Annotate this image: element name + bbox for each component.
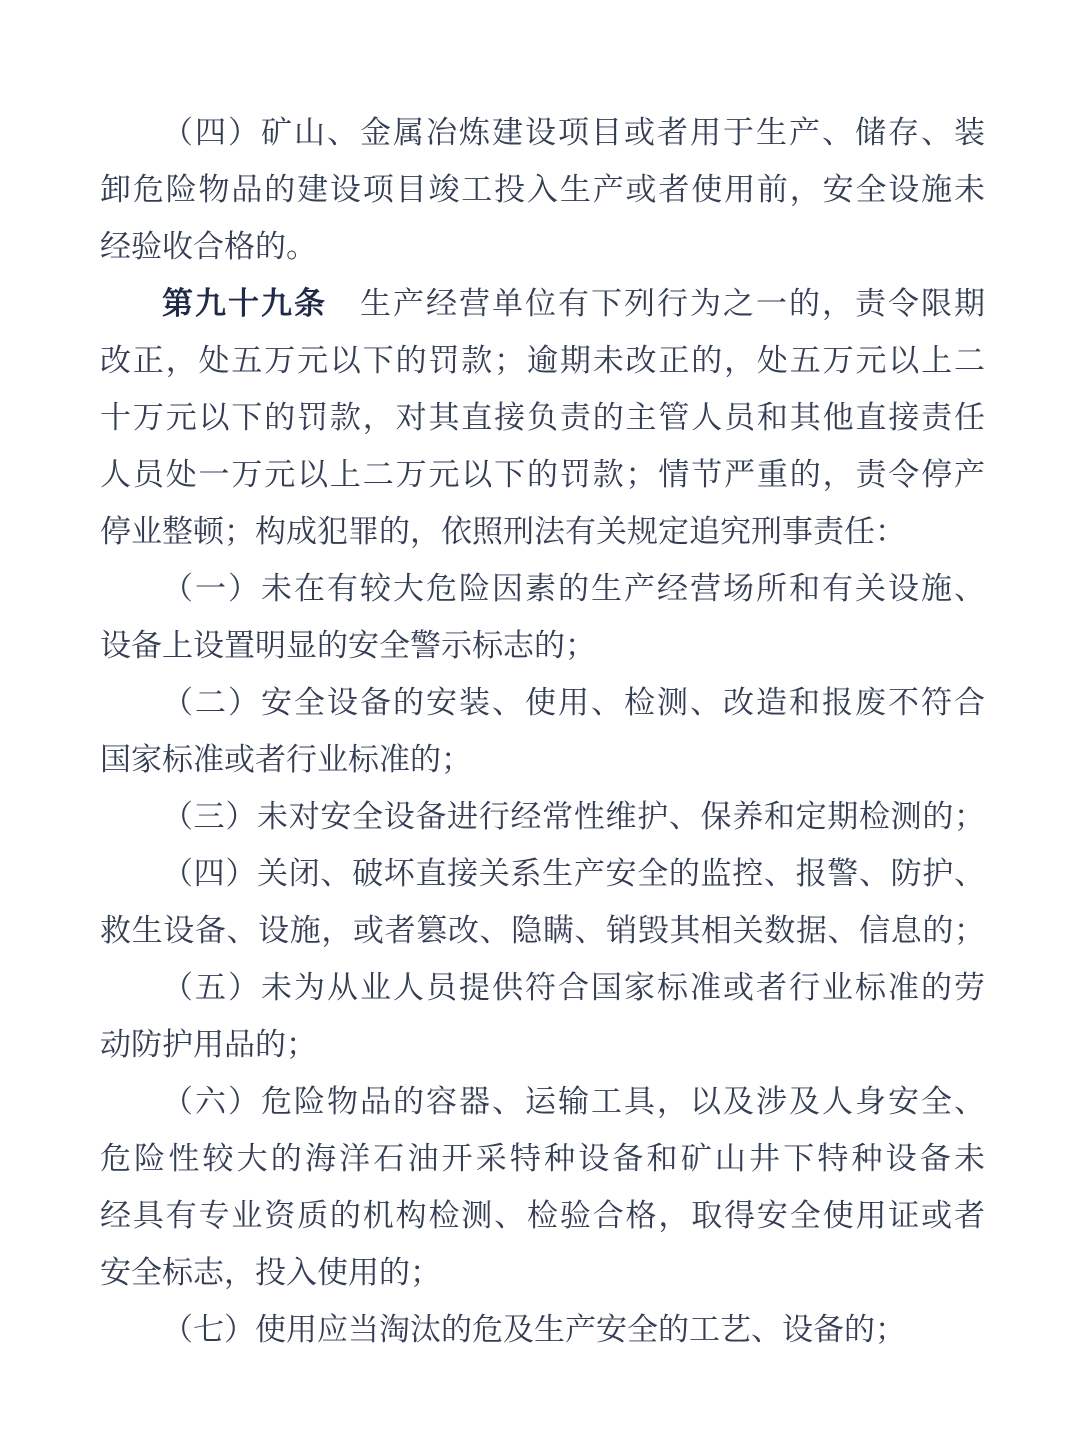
text-line [100,1187,985,1244]
text-run: 人员处一万元以上二万元以下的罚款；情节严重的，责令停产 [100,457,985,492]
text-run: （四）关闭、破坏直接关系生产安全的监控、报警、防护、 [162,856,985,891]
text-run: （六）危险物品的容器、运输工具，以及涉及人身安全、 [162,1084,985,1119]
text-run: 国家标准或者行业标准的； [100,742,472,777]
text-run: （七）使用应当淘汰的危及生产安全的工艺、设备的； [162,1312,906,1347]
text-line [100,731,985,788]
text-run: 经验收合格的。 [100,229,317,264]
text-run: 救生设备、设施，或者篡改、隐瞒、销毁其相关数据、信息的； [100,913,985,948]
text-line [100,275,985,332]
text-line [100,845,985,902]
text-line [100,959,985,1016]
text-run: 卸危险物品的建设项目竣工投入生产或者使用前，安全设施未 [100,172,985,207]
text-line [100,218,985,275]
text-run: 停业整顿；构成犯罪的，依照刑法有关规定追究刑事责任： [100,514,906,549]
text-line [100,788,985,845]
text-line [100,1073,985,1130]
text-run: 改正，处五万元以下的罚款；逾期未改正的，处五万元以上二 [100,343,985,378]
text-line [100,1130,985,1187]
text-line [100,104,985,161]
text-line [100,902,985,959]
text-line [100,617,985,674]
text-line [100,161,985,218]
text-run: （三）未对安全设备进行经常性维护、保养和定期检测的； [162,799,985,834]
text-run: 设备上设置明显的安全警示标志的； [100,628,596,663]
text-run: （四）矿山、金属冶炼建设项目或者用于生产、储存、装 [162,115,985,150]
text-line [100,1016,985,1073]
text-line [100,1244,985,1301]
text-run: 危险性较大的海洋石油开采特种设备和矿山井下特种设备未 [100,1141,985,1176]
text-run: （五）未为从业人员提供符合国家标准或者行业标准的劳 [162,970,985,1005]
text-run: 安全标志，投入使用的； [100,1255,441,1290]
text-line [100,1301,985,1358]
text-run: 经具有专业资质的机构检测、检验合格，取得安全使用证或者 [100,1198,985,1233]
legal-text-block [100,104,985,1358]
text-run: （二）安全设备的安装、使用、检测、改造和报废不符合 [162,685,985,720]
text-run: （一）未在有较大危险因素的生产经营场所和有关设施、 [162,571,985,606]
text-run: 十万元以下的罚款，对其直接负责的主管人员和其他直接责任 [100,400,985,435]
text-run: 动防护用品的； [100,1027,317,1062]
text-line [100,560,985,617]
text-line [100,332,985,389]
text-line [100,446,985,503]
text-line [100,503,985,560]
text-line [100,674,985,731]
text-run: 生产经营单位有下列行为之一的，责令限期 [327,286,985,321]
article-number: 第九十九条 [162,286,327,321]
text-line [100,389,985,446]
